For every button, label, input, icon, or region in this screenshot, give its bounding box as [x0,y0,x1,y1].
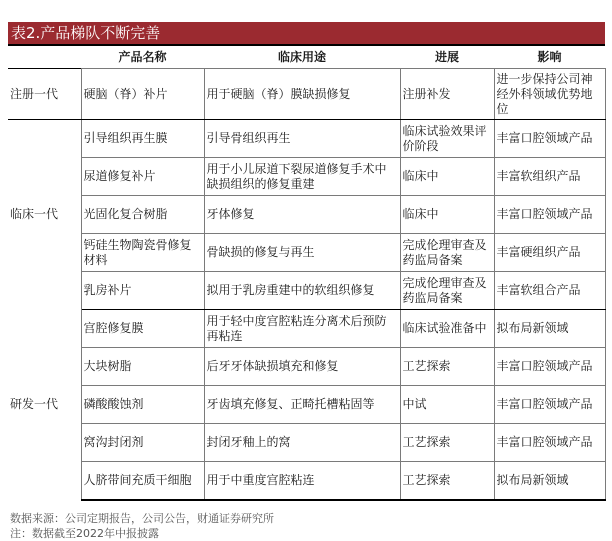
name-cell: 窝沟封闭剂 [81,424,204,462]
progress-cell: 完成伦理审查及药监局备案 [400,234,494,272]
table-row [8,386,605,424]
table-row [8,196,605,234]
table-row [8,424,605,462]
table-row [8,272,605,310]
use-cell: 用于硬脑（脊）膜缺损修复 [204,69,400,120]
name-cell: 宫腔修复膜 [81,310,204,348]
impact-cell: 丰富软组织产品 [494,158,605,196]
header-product-name: 产品名称 [118,49,167,64]
use-cell: 用于轻中度宫腔粘连分离术后预防再粘连 [204,310,400,348]
name-cell: 钙硅生物陶瓷骨修复材料 [81,234,204,272]
progress-cell: 工艺探索 [400,462,494,500]
table-title: 表2.产品梯队不断完善 [8,22,605,44]
use-cell: 封闭牙釉上的窝 [204,424,400,462]
stage-cell: 研发一代 [8,310,81,500]
header-impact: 影响 [537,49,562,64]
name-cell: 光固化复合树脂 [81,196,204,234]
footnote: 注：数据截至2022年中报披露 [10,527,159,540]
impact-cell: 丰富硬组织产品 [494,234,605,272]
table-row [8,462,605,500]
impact-cell: 拟布局新领域 [494,310,605,348]
header-row [8,45,605,69]
name-cell: 人脐带间充质干细胞 [81,462,204,500]
use-cell: 后牙牙体缺损填充和修复 [204,348,400,386]
header-stage [8,45,81,69]
name-cell: 大块树脂 [81,348,204,386]
progress-cell: 中试 [400,386,494,424]
name-cell: 尿道修复补片 [81,158,204,196]
use-cell: 拟用于乳房重建中的软组织修复 [204,272,400,310]
use-cell: 用于小儿尿道下裂尿道修复手术中缺损组织的修复重建 [204,158,400,196]
progress-cell: 完成伦理审查及药监局备案 [400,272,494,310]
use-cell: 引导骨组织再生 [204,120,400,158]
use-cell: 牙体修复 [204,196,400,234]
name-cell: 硬脑（脊）补片 [81,69,204,120]
table-row [8,234,605,272]
impact-cell: 丰富口腔领域产品 [494,348,605,386]
progress-cell: 临床中 [400,158,494,196]
table-row [8,310,605,348]
table-container [8,22,605,501]
progress-cell: 临床中 [400,196,494,234]
name-cell: 磷酸酸蚀剂 [81,386,204,424]
impact-cell: 丰富口腔领域产品 [494,120,605,158]
impact-cell: 丰富口腔领域产品 [494,196,605,234]
impact-cell: 拟布局新领域 [494,462,605,500]
data-source: 数据来源：公司定期报告，公司公告，财通证券研究所 [10,512,274,525]
use-cell: 骨缺损的修复与再生 [204,234,400,272]
header-clinical-use: 临床用途 [277,49,326,64]
name-cell: 乳房补片 [81,272,204,310]
table-row [8,120,605,158]
table-row [8,348,605,386]
product-pipeline-table [8,44,606,501]
progress-cell: 临床试验效果评价阶段 [400,120,494,158]
progress-cell: 工艺探索 [400,424,494,462]
header-progress: 进展 [434,49,459,64]
stage-cell: 注册一代 [8,69,81,120]
impact-cell: 丰富口腔领域产品 [494,424,605,462]
impact-cell: 丰富软组合产品 [494,272,605,310]
stage-cell: 临床一代 [8,120,81,310]
name-cell: 引导组织再生膜 [81,120,204,158]
table-row [8,69,605,120]
progress-cell: 注册补发 [400,69,494,120]
impact-cell: 进一步保持公司神经外科领域优势地位 [494,69,605,120]
use-cell: 牙齿填充修复、正畸托槽粘固等 [204,386,400,424]
progress-cell: 临床试验准备中 [400,310,494,348]
use-cell: 用于中重度宫腔粘连 [204,462,400,500]
impact-cell: 丰富口腔领域产品 [494,386,605,424]
progress-cell: 工艺探索 [400,348,494,386]
table-row [8,158,605,196]
